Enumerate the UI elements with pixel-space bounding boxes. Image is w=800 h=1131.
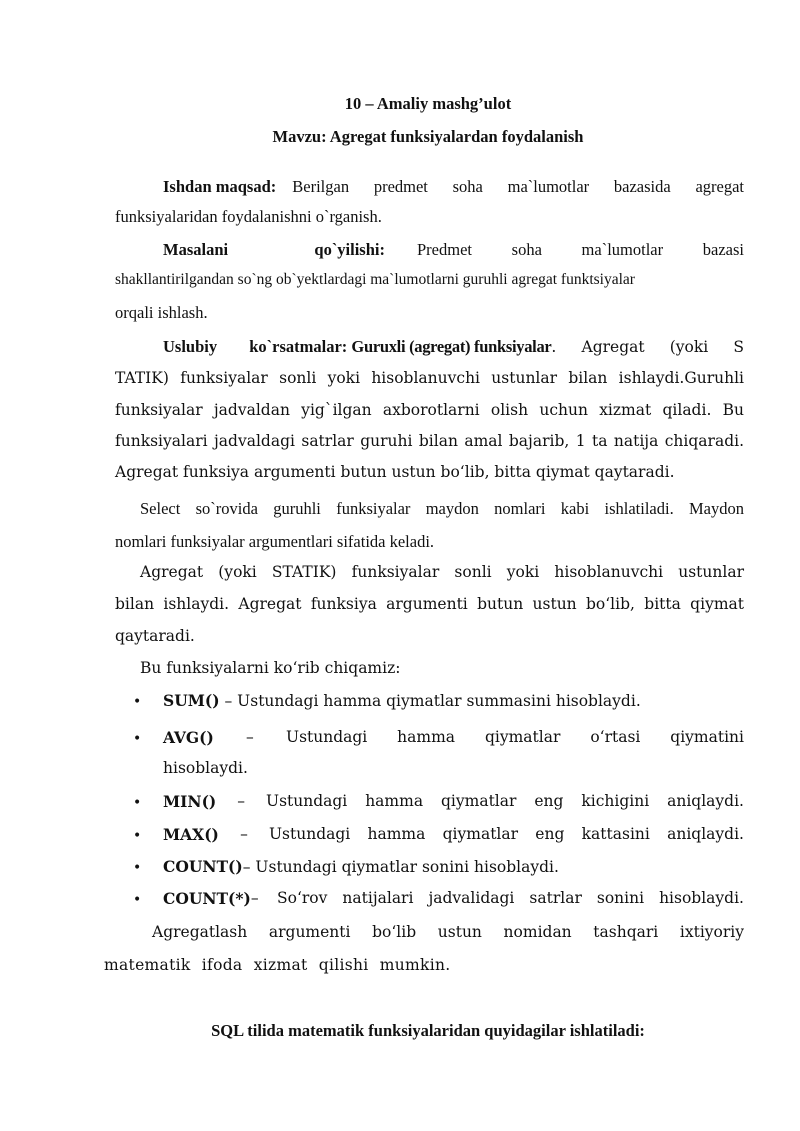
page-subtitle: Mavzu: Agregat funksiyalardan foydalanish xyxy=(272,127,584,146)
method-line-1 xyxy=(163,337,744,357)
function-desc: Ustundagi hamma qiymatlar summasini hisoblaydi. xyxy=(237,692,641,710)
function-name: MAX() xyxy=(163,825,219,844)
function-desc: Ustundagi hamma qiymatlar eng kichigini aniqlaydi. xyxy=(266,792,744,810)
goal-text-1: Berilgan predmet soha ma`lumotlar bazasida agregat xyxy=(292,177,744,196)
bullet-icon: • xyxy=(133,795,142,811)
task-text-1: Predmet soha ma`lumotlar bazasi xyxy=(417,240,744,259)
function-desc: So‘rov natijalari jadvalidagi satrlar sonini hisoblaydi. xyxy=(277,889,744,907)
dash: – xyxy=(242,858,251,876)
function-min-line xyxy=(163,792,744,811)
dash: – xyxy=(237,792,245,810)
function-desc: Ustundagi hamma qiymatlar o‘rtasi qiymatini xyxy=(286,728,744,746)
method-line-5: Agregat funksiya argumenti butun ustun bo‘lib, bitta qiymat qaytaradi. xyxy=(115,463,675,481)
function-name: AVG() xyxy=(163,728,214,747)
method-bold-term: Guruxli (agregat) funksiyalar xyxy=(351,337,552,356)
function-name: COUNT(*) xyxy=(163,889,251,908)
bullet-icon: • xyxy=(133,731,142,747)
aggregate-line-2: bilan ishlaydi. Agregat funksiya argumenti butun ustun bo‘lib, bitta qiymat xyxy=(115,595,744,613)
method-line-2: TATIK) funksiyalar sonli yoki hisoblanuvchi ustunlar bilan ishlaydi.Guruhli xyxy=(115,369,744,387)
task-text-3: orqali ishlash. xyxy=(115,303,208,322)
select-line-1: Select so`rovida guruhli funksiyalar maydon nomlari kabi ishlatiladi. Maydon xyxy=(140,499,744,518)
closing-line-1: Agregatlash argumenti bo‘lib ustun nomidan tashqari ixtiyoriy xyxy=(152,923,744,941)
closing-line-2: matematik ifoda xizmat qilishi mumkin. xyxy=(104,956,451,974)
dash: – xyxy=(240,825,248,843)
method-colon: : xyxy=(341,337,352,356)
task-line-1 xyxy=(163,240,744,260)
function-desc: Ustundagi hamma qiymatlar eng kattasini aniqlaydi. xyxy=(268,825,744,843)
function-name: COUNT() xyxy=(163,857,243,876)
goal-line-1 xyxy=(163,177,744,197)
dash: – xyxy=(224,692,233,710)
function-sum-line xyxy=(163,691,641,710)
function-name: MIN() xyxy=(163,792,217,811)
bullet-icon: • xyxy=(133,892,142,908)
function-head xyxy=(163,889,259,908)
task-label: Masalani qo`yilishi: xyxy=(163,240,385,259)
page-title: 10 – Amaliy mashg’ulot xyxy=(344,94,512,113)
method-tail: . Agregat (yoki S xyxy=(551,338,744,356)
function-count-line xyxy=(163,857,559,876)
function-max-line xyxy=(163,825,744,844)
method-line-4: funksiyalari jadvaldagi satrlar guruhi bilan amal bajarib, 1 ta natija chiqaradi. xyxy=(115,432,744,450)
goal-label: Ishdan maqsad: xyxy=(163,177,277,196)
bullet-icon: • xyxy=(133,828,142,844)
function-name: SUM() xyxy=(163,691,220,710)
task-text-2: shakllantirilgandan so`ng ob`yektlardagi ma`lumotlarni guruhli agregat funktsiyalar xyxy=(115,271,635,288)
method-label: Uslubiy ko`rsatmalar xyxy=(163,337,342,356)
bullet-icon: • xyxy=(133,694,142,710)
dash: – xyxy=(250,889,259,907)
aggregate-line-3: qaytaradi. xyxy=(115,627,195,645)
intro-line: Bu funksiyalarni ko‘rib chiqamiz: xyxy=(140,659,401,677)
section-heading: SQL tilida matematik funksiyalaridan quyidagilar ishlatiladi: xyxy=(211,1021,645,1040)
method-line-3: funksiyalar jadvaldan yig`ilgan axborotlarni olish uchun xizmat qiladi. Bu xyxy=(115,401,744,419)
function-desc-cont: hisoblaydi. xyxy=(163,759,248,777)
function-avg-line xyxy=(163,728,744,747)
bullet-icon: • xyxy=(133,860,142,876)
function-desc: Ustundagi qiymatlar sonini hisoblaydi. xyxy=(255,858,559,876)
goal-text-2: funksiyalaridan foydalanishni o`rganish. xyxy=(115,207,382,226)
aggregate-line-1: Agregat (yoki STATIK) funksiyalar sonli yoki hisoblanuvchi ustunlar xyxy=(140,563,744,581)
function-count-star-line xyxy=(163,889,744,908)
select-line-2: nomlari funksiyalar argumentlari sifatida keladi. xyxy=(115,532,435,551)
dash: – xyxy=(246,728,254,746)
